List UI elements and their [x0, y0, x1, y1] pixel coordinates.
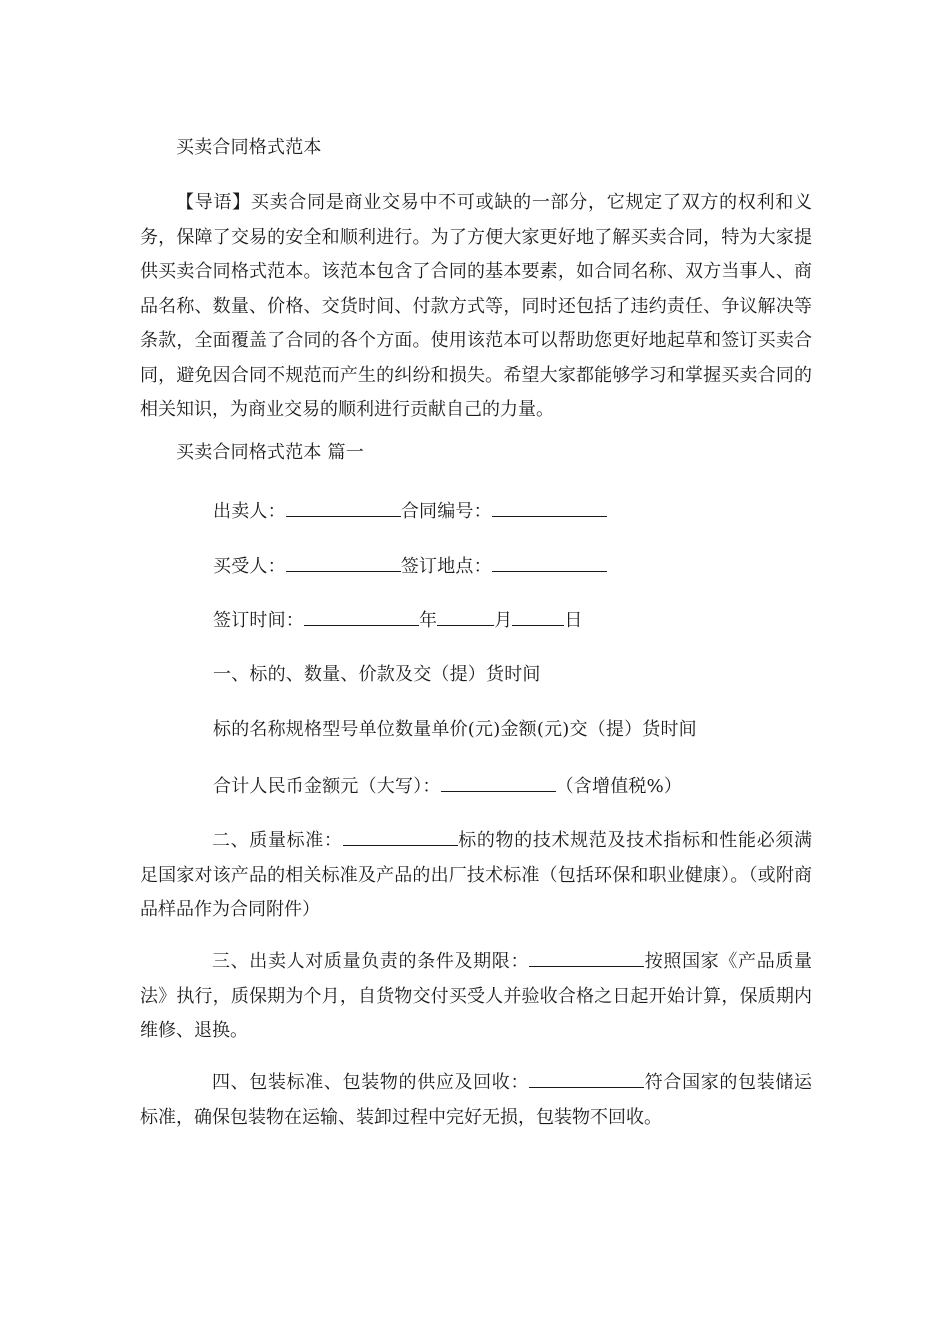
sign-time-row	[213, 608, 583, 633]
contract-no-label: 合同编号：	[400, 501, 492, 522]
sign-place-label: 签订地点：	[400, 556, 492, 577]
month-blank	[437, 608, 494, 626]
seller-blank	[286, 499, 401, 517]
sign-place-blank	[492, 554, 607, 572]
clause3-paragraph	[140, 945, 812, 1049]
clause4-paragraph	[140, 1066, 812, 1135]
clause2-prefix: 二、质量标准：	[212, 830, 343, 851]
table-header-line: 标的名称规格型号单位数量单价(元)金额(元)交（提）货时间	[213, 719, 697, 740]
buyer-row	[213, 554, 607, 579]
total-label: 合计人民币金额元（大写）：	[213, 776, 441, 797]
clause2-paragraph	[140, 824, 812, 928]
clause3-body: 按照国家《产品质量法》执行，质保期为个月，自货物交付买受人并验收合格之日起开始计算，保质期内维修、退换。	[140, 951, 813, 1041]
day-label: 日	[564, 610, 583, 631]
clause2-body: 标的物的技术规范及技术指标和性能必须满足国家对该产品的相关标准及产品的出厂技术标准（包括环保和职业健康）。（或附商品样品作为合同附件）	[140, 830, 812, 920]
clause2-blank	[343, 828, 458, 846]
clause4-prefix: 四、包装标准、包装物的供应及回收：	[212, 1072, 530, 1093]
buyer-label: 买受人：	[213, 556, 286, 577]
section-heading: 买卖合同格式范本 篇一	[176, 442, 364, 463]
document-title: 买卖合同格式范本	[176, 137, 322, 158]
seller-row	[213, 499, 607, 524]
day-blank	[512, 608, 564, 626]
total-row	[213, 774, 682, 799]
intro-paragraph: 【导语】买卖合同是商业交易中不可或缺的一部分，它规定了双方的权利和义务，保障了交易的安全和顺利进行。为了方便大家更好地了解买卖合同，特为大家提供买卖合同格式范本。该范本包含了合同的基本要素，如合同名称、双方当事人、商品名称、数量、价格、交货时间、付款方式等，同时还包括了违约责任、争议解决等条款，全面覆盖了合同的各个方面。使用该范本可以帮助您更好地起草和签订买卖合同，避免因合同不规范而产生的纠纷和损失。希望大家都能够学习和掌握买卖合同的相关知识，为商业交易的顺利进行贡献自己的力量。	[140, 192, 812, 420]
contract-no-blank	[492, 499, 607, 517]
buyer-blank	[286, 554, 401, 572]
seller-label: 出卖人：	[213, 501, 286, 522]
clause3-blank	[529, 949, 644, 967]
clause1-heading: 一、标的、数量、价款及交（提）货时间	[213, 664, 541, 685]
year-blank	[304, 608, 419, 626]
sign-time-label: 签订时间：	[213, 610, 304, 631]
month-label: 月	[494, 610, 513, 631]
year-label: 年	[419, 610, 438, 631]
clause4-body: 符合国家的包装储运标准，确保包装物在运输、装卸过程中完好无损，包装物不回收。	[140, 1072, 813, 1128]
total-suffix: （含增值税%）	[555, 776, 683, 797]
clause3-prefix: 三、出卖人对质量负责的条件及期限：	[212, 951, 530, 972]
total-blank	[441, 774, 556, 792]
clause4-blank	[529, 1070, 644, 1088]
